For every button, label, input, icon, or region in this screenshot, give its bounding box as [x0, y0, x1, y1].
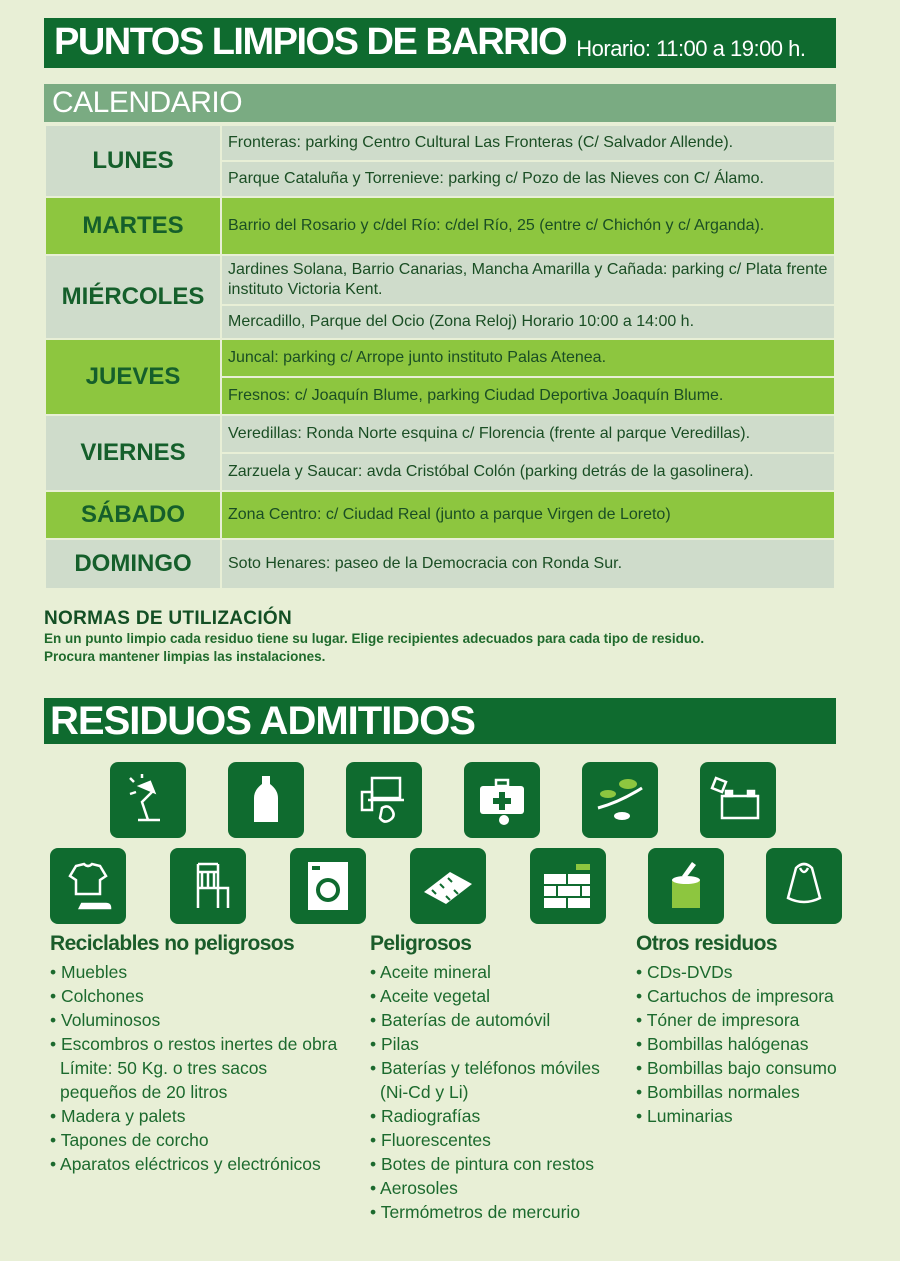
location: Juncal: parking c/ Arrope junto instituto Palas Atenea. [221, 339, 835, 377]
branch-icon [582, 762, 658, 838]
list-item: • CDs-DVDs [636, 960, 876, 984]
list-item: pequeños de 20 litros [60, 1082, 228, 1102]
list-item: • Colchones [50, 984, 370, 1008]
list-item: • Aceite mineral [370, 960, 630, 984]
location: Jardines Solana, Barrio Canarias, Mancha Amarilla y Cañada: parking c/ Plata frente instituto Victoria Kent. [221, 255, 835, 305]
rules-title: NORMAS DE UTILIZACIÓN [44, 608, 293, 629]
column-heading: Peligrosos [370, 932, 472, 955]
location: Barrio del Rosario y c/del Río: c/del Río, 25 (entre c/ Chichón y c/ Arganda). [221, 197, 835, 255]
day-tuesday: MARTES [45, 197, 221, 255]
list-item: • Cartuchos de impresora [636, 984, 876, 1008]
day-wednesday: MIÉRCOLES [45, 255, 221, 339]
list-item: • Termómetros de mercurio [370, 1200, 630, 1224]
column-other [636, 932, 876, 1128]
list-item: • Aceite vegetal [370, 984, 630, 1008]
day-monday: LUNES [45, 125, 221, 197]
list-item: • Radiografías [370, 1104, 630, 1128]
location: Parque Cataluña y Torrenieve: parking c/ Pozo de las Nieves con C/ Álamo. [221, 161, 835, 197]
lamp-icon [110, 762, 186, 838]
list-item: • Baterías de automóvil [370, 1008, 630, 1032]
location: Mercadillo, Parque del Ocio (Zona Reloj) Horario 10:00 a 14:00 h. [221, 305, 835, 339]
column-hazardous [370, 932, 630, 1224]
location: Zarzuela y Saucar: avda Cristóbal Colón (parking detrás de la gasolinera). [221, 453, 835, 491]
list-item: • Tóner de impresora [636, 1008, 876, 1032]
bricks-icon [530, 848, 606, 924]
electronics-icon [346, 762, 422, 838]
location: Fronteras: parking Centro Cultural Las Fronteras (C/ Salvador Allende). [221, 125, 835, 161]
mattress-icon [410, 848, 486, 924]
list-item: • Fluorescentes [370, 1128, 630, 1152]
list-item: • Pilas [370, 1032, 630, 1056]
title-bar [44, 18, 836, 68]
list-item: Límite: 50 Kg. o tres sacos [60, 1058, 268, 1078]
list-item: • Madera y palets [50, 1104, 370, 1128]
location: Zona Centro: c/ Ciudad Real (junto a parque Virgen de Loreto) [221, 491, 835, 539]
waste-title: RESIDUOS ADMITIDOS [44, 698, 836, 744]
calendar-table [44, 124, 836, 590]
list-item: • Bombillas normales [636, 1080, 876, 1104]
list-item: • Escombros o restos inertes de obra [50, 1032, 370, 1056]
list-item: • Aparatos eléctricos y electrónicos [50, 1152, 370, 1176]
list-item: • Voluminosos [50, 1008, 370, 1032]
list-item: • Aerosoles [370, 1176, 630, 1200]
chair-icon [170, 848, 246, 924]
column-heading: Reciclables no peligrosos [50, 932, 295, 955]
paint-can-icon [648, 848, 724, 924]
list-item: • Muebles [50, 960, 370, 984]
rules-text-2: Procura mantener limpias las instalaciones. [44, 649, 326, 664]
usage-rules [44, 608, 844, 666]
hours-text: Horario: 11:00 a 19:00 h. [576, 36, 806, 61]
column-non-hazardous [50, 932, 370, 1176]
list-item: • Luminarias [636, 1104, 876, 1128]
bottle-icon [228, 762, 304, 838]
day-saturday: SÁBADO [45, 491, 221, 539]
page-title: PUNTOS LIMPIOS DE BARRIO [54, 21, 567, 63]
rules-text-1: En un punto limpio cada residuo tiene su lugar. Elige recipientes adecuados para cada tipo de residuo. [44, 631, 705, 646]
list-item: • Bombillas halógenas [636, 1032, 876, 1056]
list-item: • Tapones de corcho [50, 1128, 370, 1152]
calendar-header: CALENDARIO [44, 84, 836, 122]
list-item: • Botes de pintura con restos [370, 1152, 630, 1176]
washing-machine-icon [290, 848, 366, 924]
battery-icon [700, 762, 776, 838]
list-item: • Bombillas bajo consumo [636, 1056, 876, 1080]
list-item: (Ni-Cd y Li) [380, 1082, 469, 1102]
location: Veredillas: Ronda Norte esquina c/ Florencia (frente al parque Veredillas). [221, 415, 835, 453]
first-aid-icon [464, 762, 540, 838]
column-heading: Otros residuos [636, 932, 777, 955]
location: Fresnos: c/ Joaquín Blume, parking Ciudad Deportiva Joaquín Blume. [221, 377, 835, 415]
bag-icon [766, 848, 842, 924]
list-item: • Baterías y teléfonos móviles [370, 1056, 630, 1080]
day-friday: VIERNES [45, 415, 221, 491]
day-thursday: JUEVES [45, 339, 221, 415]
day-sunday: DOMINGO [45, 539, 221, 589]
location: Soto Henares: paseo de la Democracia con Ronda Sur. [221, 539, 835, 589]
clothes-icon [50, 848, 126, 924]
